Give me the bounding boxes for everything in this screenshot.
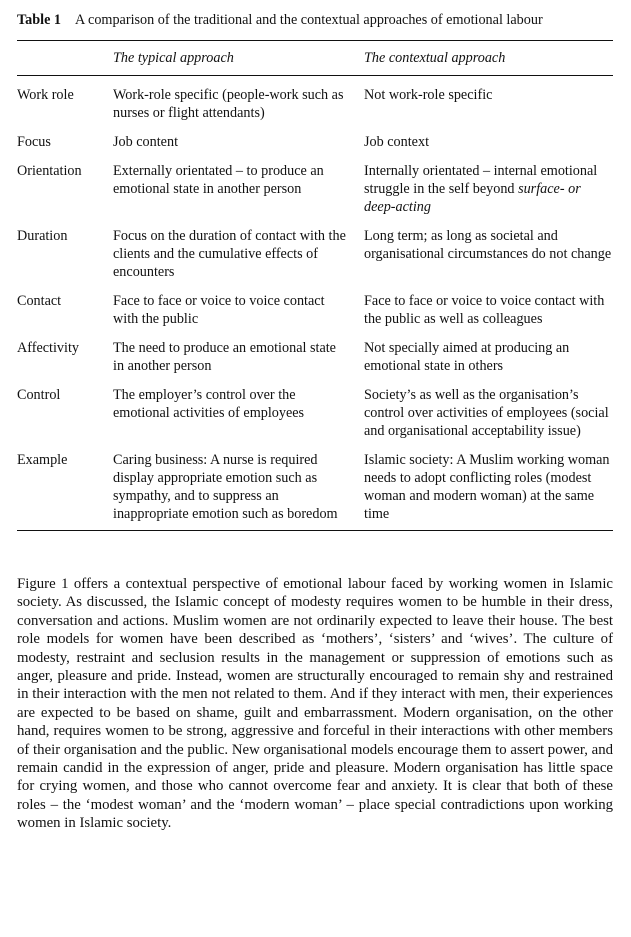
contextual-cell-text: Internally orientated – internal emotional struggle in the self beyond	[364, 163, 598, 197]
contextual-cell: Face to face or voice to voice contact with the public as well as colleagues	[364, 293, 605, 327]
typical-cell: Job content	[113, 134, 179, 150]
typical-cell: Face to face or voice to voice contact with the public	[113, 293, 325, 327]
table-row-duration	[17, 227, 613, 292]
typical-cell: Work-role specific (people-work such as nurses or flight attendants)	[113, 87, 344, 121]
table-header-row	[17, 41, 613, 75]
typical-cell: The need to produce an emotional state in another person	[113, 340, 336, 374]
contextual-cell: Not work-role specific	[364, 87, 493, 103]
header-empty	[17, 41, 113, 75]
contextual-cell-italic: surface- or deep-acting	[364, 181, 581, 215]
row-label: Affectivity	[17, 340, 79, 356]
table-row-example	[17, 451, 613, 530]
contextual-cell: Long term; as long as societal and organisational circumstances do not change	[364, 228, 612, 262]
table-row-work-role	[17, 76, 613, 133]
comparison-table-body	[17, 76, 613, 530]
table-row-affectivity	[17, 339, 613, 386]
typical-cell: The employer’s control over the emotional activities of employees	[113, 387, 305, 421]
typical-cell: Externally orientated – to produce an emotional state in another person	[113, 163, 324, 197]
typical-cell: Focus on the duration of contact with the clients and the cumulative effects of encounters	[113, 228, 346, 280]
body-paragraph: Figure 1 offers a contextual perspective of emotional labour faced by working women in Islamic society. As discussed, the Islamic concept of modesty requires women to be humble in their dress, conversation and actions. Muslim women are not ordinarily expected to leave their house. The best role models for women have been described as ‘mothers’, ‘sisters’ and ‘wives’. The culture of modesty, restraint and seclusion results in the management or suppression of emotions such as anger, pleasure and pride. Instead, women are structurally encouraged to remain shy and restrained in their interaction with the men not related to them. And if they interact with men, their experiences are expected to be based on shame, guilt and embarrassment. Modern organisation, on the other hand, requires women to be strong, aggressive and forceful in their interactions with other members of their organisation and the public. New organisational models encourage them to assert power, and remain candid in the expression of anger, pride and pleasure. Modern organisation has little space for crying women, and those who cannot overcome fear and anxiety. It is clear that both of these roles – the ‘modest woman’ and the ‘modern woman’ – place special contradictions upon working women in Islamic society.	[17, 576, 613, 832]
contextual-cell: Not specially aimed at producing an emotional state in others	[364, 340, 570, 374]
row-label: Orientation	[17, 163, 82, 179]
row-label: Duration	[17, 228, 68, 244]
table-row-orientation	[17, 162, 613, 227]
table-bottom-rule	[17, 530, 613, 531]
contextual-cell: Islamic society: A Muslim working woman needs to adopt conflicting roles (modest woman and modern woman) at the same time	[364, 452, 610, 522]
table-row-contact	[17, 292, 613, 339]
row-label: Contact	[17, 293, 62, 309]
header-contextual-approach: The contextual approach	[364, 50, 506, 66]
header-typical-approach: The typical approach	[113, 50, 234, 66]
table-row-control	[17, 386, 613, 451]
row-label: Control	[17, 387, 61, 403]
contextual-cell	[364, 162, 613, 227]
page	[17, 10, 613, 847]
contextual-cell: Society’s as well as the organisation’s control over activities of employees (social and organisational acceptability issue)	[364, 387, 609, 439]
row-label: Work role	[17, 87, 74, 103]
comparison-table	[17, 41, 613, 75]
row-label: Example	[17, 452, 68, 468]
table-caption	[17, 10, 613, 30]
table-number: Table 1	[17, 12, 62, 28]
table-title: A comparison of the traditional and the contextual approaches of emotional labour	[75, 12, 543, 28]
row-label: Focus	[17, 134, 51, 150]
contextual-cell: Job context	[364, 134, 430, 150]
table-row-focus	[17, 133, 613, 162]
typical-cell: Caring business: A nurse is required display appropriate emotion such as sympathy, and to suppress an inappropriate emotion such as boredom	[113, 452, 338, 522]
